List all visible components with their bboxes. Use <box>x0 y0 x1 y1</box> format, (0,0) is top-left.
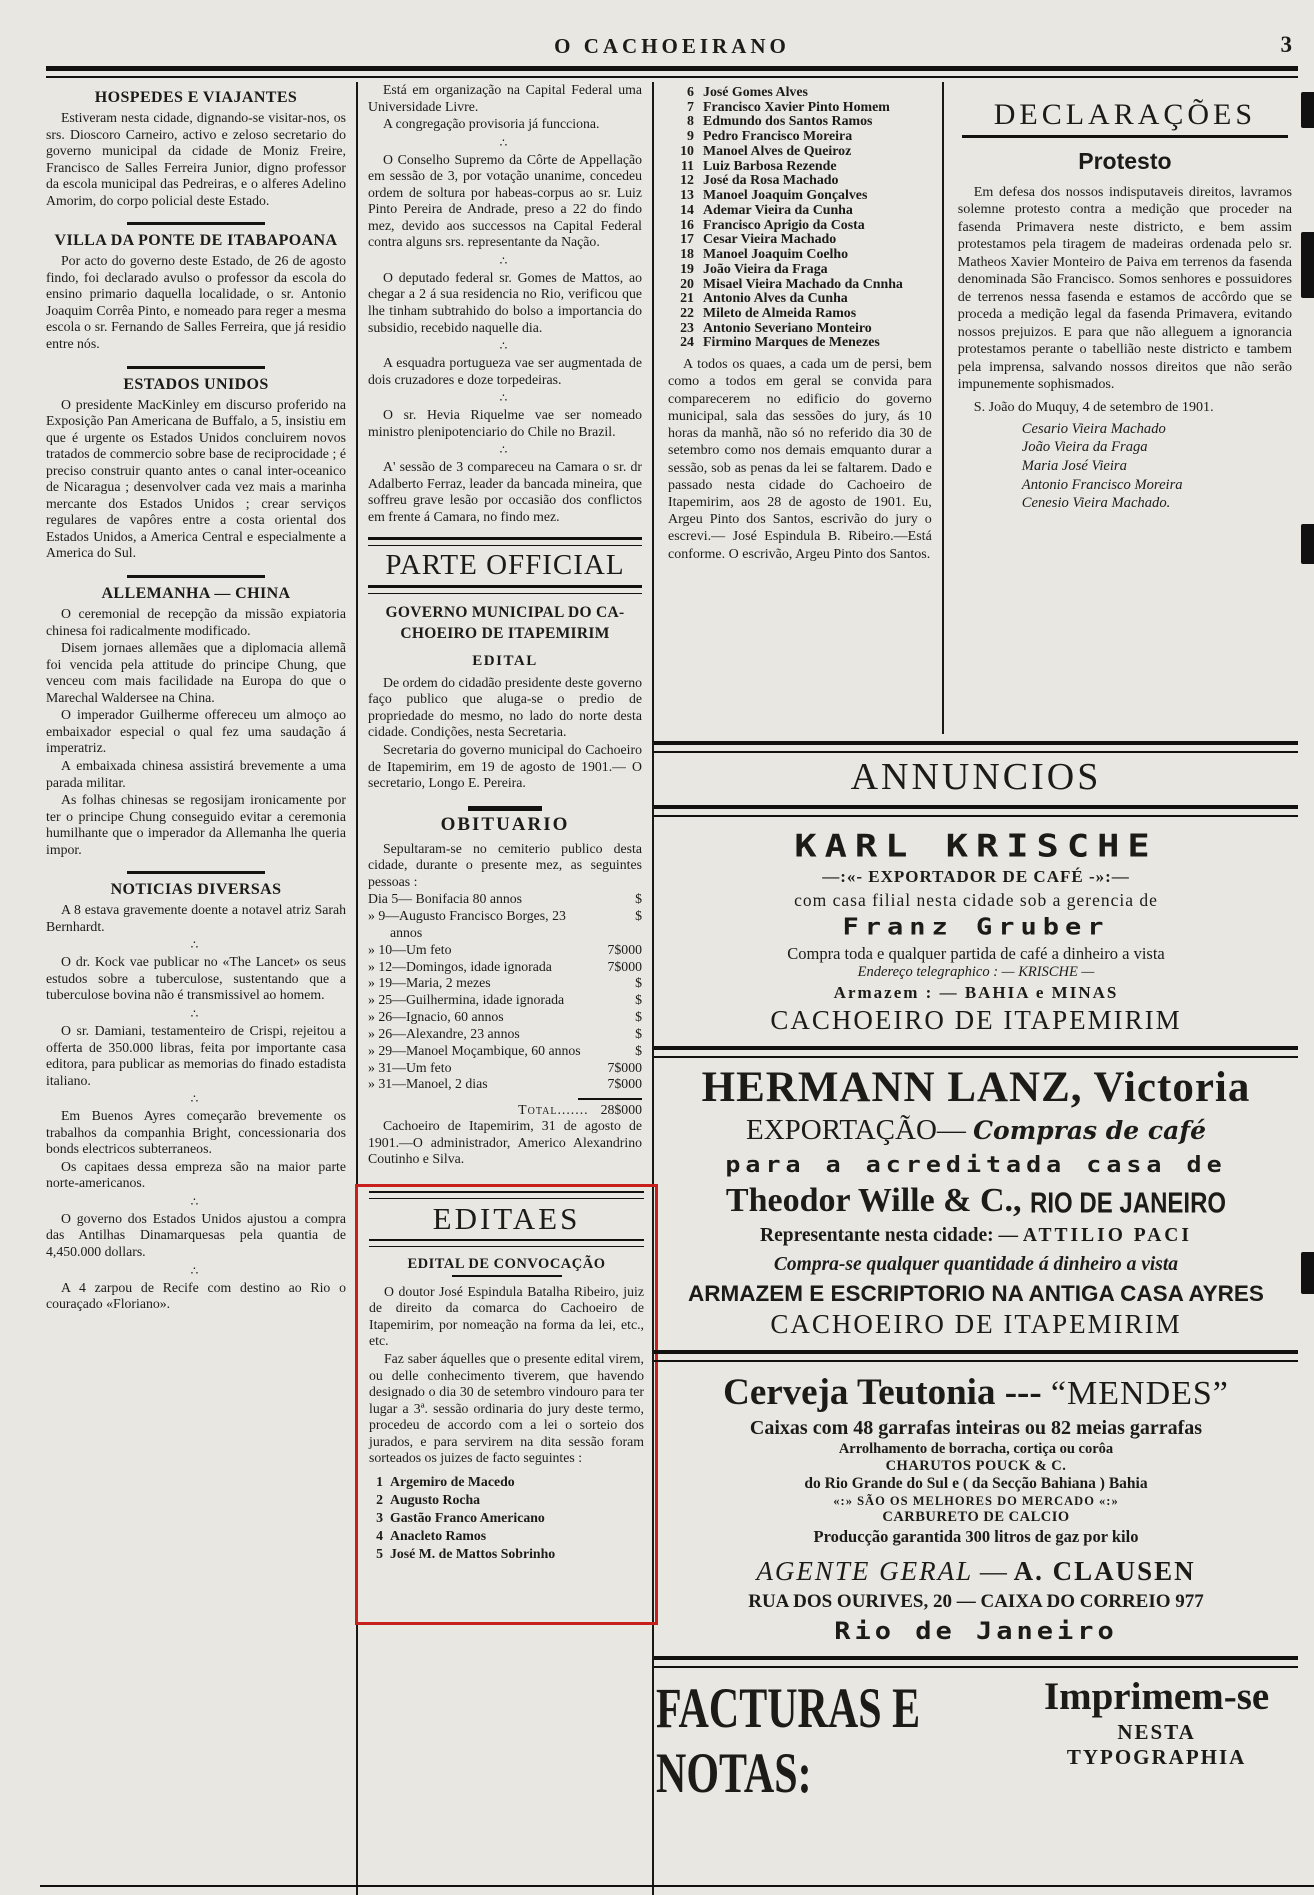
obituary-fee: 7$000 <box>607 1076 642 1092</box>
edital-body <box>368 675 642 792</box>
juror-name: Francisco Aprigio da Costa <box>703 217 865 233</box>
section-allemanha-china <box>46 585 346 858</box>
representative-name: ATTILIO PACI <box>1022 1224 1192 1246</box>
ad-line: do Rio Grande do Sul e ( da Secção Bahiana ) Bahia <box>804 1474 1148 1492</box>
section-title: VILLA DA PONTE DE ITABAPOANA <box>54 232 338 250</box>
juror-number: 12 <box>680 173 694 189</box>
edital-label: EDITAL <box>472 652 538 669</box>
heavy-bar <box>468 806 542 811</box>
juror-number: 3 <box>376 1509 383 1525</box>
ad-karl-krische <box>654 822 1298 1039</box>
juror-number: 20 <box>680 276 694 292</box>
obituary-fee: 7$000 <box>607 941 642 957</box>
heavy-rule <box>654 1656 1298 1668</box>
juror-row <box>668 278 932 293</box>
subtitle-rule <box>452 1275 562 1277</box>
juror-name: João Vieira da Fraga <box>703 261 828 277</box>
governo-municipal-heading: GOVERNO MUNICIPAL DO CA‐CHOEIRO DE ITAPEMIRIM <box>385 604 625 642</box>
jury-summons-text <box>668 356 932 563</box>
obituary-name: » 26—Ignacio, 60 annos <box>368 1009 504 1025</box>
typography-ad-row <box>654 1673 1298 1805</box>
section-title: ESTADOS UNIDOS <box>123 375 269 393</box>
right-area <box>654 82 1298 1895</box>
scan-artifact <box>1301 524 1314 564</box>
juror-number: 2 <box>376 1491 383 1507</box>
juror-row <box>369 1545 644 1563</box>
city-line: CACHOEIRO DE ITAPEMIRIM <box>770 1004 1182 1035</box>
paragraph: A embaixada chinesa assistirá brevemente a uma parada militar. <box>46 757 346 790</box>
warehouse-line: ARMAZEM E ESCRIPTORIO NA ANTIGA CASA AYRES <box>688 1280 1264 1306</box>
paragraph: O sr. Hevia Riquelme vae ser nomeado ministro plenipotenciario do Chile no Brazil. <box>368 407 642 439</box>
double-rule <box>369 1191 644 1199</box>
facturas-heading: FACTURAS E NOTAS: <box>656 1678 921 1805</box>
obituary-row <box>368 1043 642 1060</box>
juror-number: 4 <box>376 1527 383 1543</box>
juror-row <box>668 322 932 337</box>
dots-ornament: ∴ <box>499 339 511 354</box>
news-item <box>46 1196 346 1261</box>
obituary-row <box>368 992 642 1009</box>
section-parte-official <box>368 537 642 791</box>
obituario-closing: Cachoeiro de Itapemirim, 31 de agosto de 1901.—O administrador, Americo Alexandrino Coutinho e Silva. <box>368 1118 642 1167</box>
paragraph: A' sessão de 3 compareceu na Camara o sr. dr Adalberto Ferraz, leader da bancada mineira, que soffreu grave lesão por occasião dos conflictos em frente á Camara, no findo mez. <box>368 459 642 524</box>
imprimem-heading: Imprimem-se <box>1043 1674 1270 1718</box>
typographia-subheading: NESTA TYPOGRAPHIA <box>1066 1719 1247 1769</box>
ad-hermann-lanz <box>654 1063 1298 1343</box>
section-body <box>46 397 346 562</box>
heavy-rule <box>654 741 1298 753</box>
total-label: Total....... <box>518 1102 589 1118</box>
paragraph: A 8 estava gravemente doente a notavel atriz Sarah Bernhardt. <box>46 902 346 934</box>
juror-number: 16 <box>680 217 694 233</box>
parte-official-title: PARTE OFFICIAL <box>385 549 625 582</box>
juror-number: 6 <box>687 85 694 100</box>
buy-line: Compra-se qualquer quantidade á dinheiro a vista <box>773 1253 1179 1275</box>
manager-name: Franz Gruber <box>842 913 1110 941</box>
juror-name: Augusto Rocha <box>390 1491 481 1507</box>
advertiser-name <box>654 1371 1298 1414</box>
section-divider <box>127 222 265 225</box>
section-title: HOSPEDES E VIAJANTES <box>94 89 298 106</box>
juror-number: 1 <box>376 1473 383 1489</box>
telegraph-address: Endereço telegraphico : — KRISCHE — <box>857 963 1095 980</box>
paragraph: O Conselho Supremo da Côrte de Appellação em sessão de 3, por votação unanime, concedeu ordem de soltura por habeas-corpus ao sr. Luiz Pinto Pereira de Andrade, preso a 22 do findo mez, devido aos successos na Capital Federal contra alguns srs. representante da Nação. <box>368 151 642 250</box>
house-line <box>654 1182 1298 1220</box>
juror-number: 19 <box>680 261 694 277</box>
obituary-fee: $ <box>635 992 642 1008</box>
editaes-title: EDITAES <box>432 1200 581 1236</box>
representative-label: Representante nesta cidade: — <box>760 1224 1019 1246</box>
paragraph: Está em organização na Capital Federal uma Universidade Livre. <box>368 82 642 114</box>
obituary-fee: $ <box>635 908 642 924</box>
juror-row <box>668 204 932 219</box>
section-divider <box>127 871 265 874</box>
paragraph: A todos os quaes, a cada um de persi, bem como a todos em geral se convida para comparecerem no edificio do governo municipal, sala das sessões do jury, ás 10 horas da manhã, não só no referido dia 30 de setembro como nos demais emquanto durar a sessão, sob as penas da lei se faltarem. Dado e passado nesta cidade do Cachoeiro de Itapemirim, aos 28 de agosto de 1901. Eu, Argeu Pinto dos Santos, escrivão do jury o escrevi.— José Espindula B. Ribeiro.—Está conforme. O escrivão, Argeu Pinto dos Santos. <box>668 357 932 562</box>
section-obituario <box>368 806 642 1168</box>
section-estados-unidos <box>46 376 346 562</box>
juror-number: 24 <box>680 335 694 351</box>
obituary-name: » 26—Alexandre, 23 annos <box>368 1025 520 1041</box>
juror-row <box>668 160 932 175</box>
declaracoes-title: DECLARAÇÕES <box>993 98 1257 131</box>
juror-name: Manoel Joaquim Gonçalves <box>703 188 868 204</box>
obituary-name: » 31—Um feto <box>368 1059 452 1075</box>
obituario-title: OBITUARIO <box>440 813 570 835</box>
obituary-fee: $ <box>635 1042 642 1058</box>
obituary-name: » 29—Manoel Moçambique, 60 annos <box>368 1042 581 1058</box>
obituary-fee: $ <box>635 891 642 907</box>
signature: Antonio Francisco Moreira <box>1021 476 1183 493</box>
section-title: NOTICIAS DIVERSAS <box>110 881 282 899</box>
dots-ornament: ∴ <box>499 253 511 268</box>
news-item <box>46 1159 346 1192</box>
juror-row <box>369 1473 644 1491</box>
dots-ornament: ∴ <box>190 1092 202 1107</box>
juror-name: Argemiro de Macedo <box>390 1473 515 1489</box>
juror-number: 8 <box>687 114 694 130</box>
obituary-row <box>368 942 642 959</box>
juror-name: Antonio Alves da Cunha <box>703 291 848 307</box>
juror-name: José da Rosa Machado <box>703 173 839 189</box>
juror-row <box>668 336 932 351</box>
paragraph: Disem jornaes allemães que a diplomacia allemã foi vencida pela attitude do principe Chung, que venceu com mais facilidade na Europa do que o Marechal Waldersee na China. <box>46 640 346 705</box>
obituario-entries <box>368 891 642 1093</box>
heavy-rule <box>654 805 1298 817</box>
juror-row <box>668 219 932 234</box>
paragraph: Os capitaes dessa empreza são na maior parte norte-americanos. <box>46 1158 346 1191</box>
protesto-heading: Protesto <box>1078 148 1172 174</box>
heavy-rule <box>654 1046 1298 1058</box>
juror-number: 18 <box>680 247 694 263</box>
column-4-declaracoes <box>944 82 1298 734</box>
obituary-name: » 25—Guilhermina, idade ignorada <box>368 992 565 1008</box>
juror-name: José M. de Mattos Sobrinho <box>390 1545 556 1561</box>
ad-line: CARBURETO DE CALCIO <box>882 1508 1070 1525</box>
juror-row <box>668 130 932 145</box>
obituary-row <box>368 1026 642 1043</box>
paragraph: O deputado federal sr. Gomes de Mattos, ao chegar a 2 á sua residencia no Rio, verificou que lhe tinham subtrahido do bolso a importancia do subsidio, recebido naquelle dia. <box>368 269 642 335</box>
paragraph: O governo dos Estados Unidos ajustou a compra das Antilhas Dinamarquesas pela quantia de 4,450.000 dollars. <box>46 1210 346 1259</box>
news-item <box>46 902 346 935</box>
section-divider <box>127 366 265 369</box>
juror-row <box>369 1527 644 1545</box>
paragraph: Em Buenos Ayres começarão brevemente os trabalhos da companhia Bright, concessionaria dos bonds electricos subterraneos. <box>46 1108 346 1157</box>
news-item <box>368 255 642 336</box>
annuncios-title: ANNUNCIOS <box>850 756 1102 798</box>
column-2 <box>358 82 654 1895</box>
signature: Cenesio Vieira Machado. <box>1021 495 1171 512</box>
obituary-row <box>368 959 642 976</box>
news-item <box>368 340 642 388</box>
juror-number: 9 <box>687 129 694 145</box>
ad-line: com casa filial nesta cidade sob a gerencia de <box>794 889 1158 910</box>
juror-row <box>668 189 932 204</box>
obituario-intro: Sepultaram-se no cemiterio publico desta cidade, durante o presente mez, as seguintes pessoas : <box>368 840 642 889</box>
obituary-row <box>368 1009 642 1026</box>
double-rule <box>369 1239 644 1247</box>
obituary-row <box>368 975 642 992</box>
juror-number: 23 <box>680 320 694 336</box>
representative-line <box>654 1225 1298 1247</box>
obituary-fee: 7$000 <box>607 958 642 974</box>
section-title: ALLEMANHA — CHINA <box>101 585 291 603</box>
juror-number: 5 <box>376 1545 383 1561</box>
page-columns <box>46 82 1298 1895</box>
protesto-signatures <box>1022 420 1292 513</box>
juror-name: Ademar Vieira da Cunha <box>703 202 853 218</box>
agent-line <box>654 1556 1298 1587</box>
juror-row <box>668 86 932 101</box>
juror-name: Misael Vieira Machado da Cnnha <box>703 276 903 292</box>
ad-line: para a acreditada casa de <box>725 1151 1227 1177</box>
signature: João Vieira da Fraga <box>1021 439 1148 456</box>
juror-name: Cesar Vieira Machado <box>703 232 837 248</box>
city-line: CACHOEIRO DE ITAPEMIRIM <box>770 1308 1182 1339</box>
street-address: RUA DOS OURIVES, 20 — CAIXA DO CORREIO 977 <box>748 1590 1204 1612</box>
agent-label: AGENTE GERAL <box>756 1555 974 1586</box>
obituary-name: » 31—Manoel, 2 dias <box>368 1076 488 1092</box>
jurors-1-5 <box>369 1473 644 1563</box>
paragraph: O dr. Kock vae publicar no «The Lancet» os seus estudos sobre a tuberculose, sustentando que a tuberculose bovina não é transmissivel ao homem. <box>46 954 346 1003</box>
dots-ornament: ∴ <box>190 1263 202 1278</box>
news-item <box>46 1008 346 1089</box>
juror-name: Manoel Alves de Queiroz <box>703 143 852 159</box>
ad-line: CHARUTOS POUCK & C. <box>885 1457 1067 1474</box>
house-name: Theodor Wille & C., <box>725 1181 1022 1219</box>
paragraph: O presidente MacKinley em discurso proferido na Exposição Pan Americana de Buffalo, a 5, insistiu em que é urgente os Estados Unidos concluirem novos tratados de commercio sobre base de reciprocidade ; é preciso construir quanto antes o canal inter-oceanico de Nicaragua ; desenvolver cada vez mais a marinha mercante dos Estados Unidos ; crear serviços regulares de vapôres entre a costa oriental dos Estados Unidos, a America Central e especialmente a America do Sul. <box>46 396 346 561</box>
advertiser-name: HERMANN LANZ, Victoria <box>701 1063 1251 1111</box>
paragraph: O sr. Damiani, testamenteiro de Crispi, rejeitou a offerta de 350.000 libras, feita por importante casa editora, para publicar as memorias do finado estadista italiano. <box>46 1022 346 1088</box>
section-hospedes <box>46 89 346 209</box>
dots-ornament: ∴ <box>190 938 202 953</box>
section-body <box>46 253 346 352</box>
juror-name: Luiz Barbosa Rezende <box>703 158 837 174</box>
section-body <box>46 110 346 209</box>
obituary-name: Dia 5— Bonifacia 80 annos <box>368 891 523 907</box>
juror-row <box>668 174 932 189</box>
paragraph: A congregação provisoria já funcciona. <box>383 116 600 132</box>
dots-ornament: ∴ <box>190 1006 202 1021</box>
obituary-row <box>368 891 642 908</box>
column-3-jury <box>654 82 944 734</box>
page-number: 3 <box>1280 32 1292 57</box>
warehouse-line: Armazem : — BAHIA e MINAS <box>833 982 1119 1002</box>
heavy-rule <box>654 1350 1298 1362</box>
newspaper-title: O CACHOEIRANO <box>554 34 790 58</box>
double-rule <box>368 537 642 546</box>
protesto-body: Em defesa dos nossos indisputaveis direitos, lavramos solemne protesto contra a medição que proceder na fasenda Primavera neste districto, e bem assim protestamos pela tiragem de madeiras ordenada pelo sr. Matheos Xavier Monteiro de Paiva em terrenos da fasenda denominada São Francisco. Somos senhores e possuidores de terrenos nessa fasenda e estamos de accôrdo que se proceda a medição legal da fasenda Primavera, evitando nossos prejuizos. E para que não alleguem a ignorancia protestamos perante o tabellião neste districto e tambem pela imprensa, salvando nossos direitos que não serão impunemente sophismados. <box>957 184 1292 393</box>
ad-line: Producção garantida 300 litros de gaz por kilo <box>813 1526 1139 1546</box>
dots-ornament: ∴ <box>190 1194 202 1209</box>
section-body <box>46 902 346 1312</box>
juror-number: 17 <box>680 232 694 248</box>
juror-number: 22 <box>680 306 694 322</box>
product-name: Cerveja Teutonia --- <box>723 1371 1042 1413</box>
news-item <box>46 1093 346 1158</box>
double-rule <box>368 585 642 594</box>
editaes-body <box>369 1284 644 1467</box>
paragraph: De ordem do cidadão presidente deste governo faço publico que aluga-se o predio de propriedade do mesmo, no lado do norte desta cidade. Condições, nesta Secretaria. <box>368 674 642 740</box>
news-item <box>368 444 642 525</box>
paragraph: Estiveram nesta cidade, dignando-se visitar-nos, os srs. Dioscoro Carneiro, activo e zeloso secretario do governo municipal da cidade de Moniz Freire, Francisco de Salles Ferreira Junior, digno professor da escola municipal das Pedreiras, e o alferes Adelino Amorim, do corpo policial deste Estado. <box>46 110 346 208</box>
telegraph-news <box>368 82 642 525</box>
juror-number: 14 <box>680 202 694 218</box>
ad-line: Caixas com 48 garrafas inteiras ou 82 meias garrafas <box>749 1416 1203 1439</box>
paragraph: Por acto do governo deste Estado, de 26 de agosto findo, foi declarado avulso o professor da escola do ensino primario daquella localidade, o sr. Antonio Joaquim Corrêa Pinto, e nomeado para reger a mesma escola o sr. Fernando de Salles Ferreira, que já residio entre nós. <box>46 253 346 352</box>
paragraph: O ceremonial de recepção da missão expiatoria chinesa foi radicalmente modificado. <box>46 606 346 638</box>
juror-row <box>668 263 932 278</box>
dots-ornament: ∴ <box>499 135 511 150</box>
juror-name: Mileto de Almeida Ramos <box>703 306 857 322</box>
news-item <box>368 392 642 440</box>
juror-name: Edmundo dos Santos Ramos <box>703 114 873 130</box>
signature: Maria José Vieira <box>1021 457 1127 474</box>
obituary-fee: $ <box>635 1009 642 1025</box>
city-line: Rio de Janeiro <box>834 1617 1118 1646</box>
section-body <box>46 606 346 858</box>
paragraph: As folhas chinesas se regosijam ironicamente por ter o principe Chung conseguido evitar a ceremonia humilhante que o imperador da Allemanha lhe queria impor. <box>46 792 346 857</box>
juror-number: 11 <box>680 158 694 174</box>
section-villa <box>46 232 346 352</box>
scan-artifact <box>1301 1252 1314 1294</box>
protesto-dateline: S. João do Muquy, 4 de setembro de 1901. <box>973 398 1214 415</box>
juror-number: 21 <box>680 291 694 307</box>
juror-name: Antonio Severiano Monteiro <box>703 320 872 336</box>
juror-row <box>369 1509 644 1527</box>
juror-row <box>668 115 932 130</box>
juror-name: Gastão Franco Americano <box>390 1509 545 1525</box>
juror-row <box>668 307 932 322</box>
juror-name: José Gomes Alves <box>703 85 808 100</box>
dots-ornament: ∴ <box>499 443 511 458</box>
juror-name: Francisco Xavier Pinto Homem <box>703 99 890 115</box>
juror-name: Anacleto Ramos <box>390 1527 487 1543</box>
agent-dash: — <box>979 1555 1007 1586</box>
house-city: RIO DE JANEIRO <box>1030 1186 1227 1220</box>
news-item <box>46 939 346 1004</box>
signature: Cesario Vieira Machado <box>1021 420 1166 437</box>
section-divider <box>127 575 265 578</box>
column-1 <box>46 82 358 1895</box>
total-rule <box>578 1098 642 1100</box>
paragraph: A esquadra portugueza vae ser augmentada de dois cruzadores e doze torpedeiras. <box>368 355 642 387</box>
news-item <box>368 82 642 115</box>
agent-name: A. CLAUSEN <box>1013 1555 1196 1586</box>
export-line <box>654 1114 1298 1147</box>
ad-line: «:» SÃO OS MELHORES DO MERCADO «:» <box>833 1493 1119 1508</box>
scan-artifact <box>1301 92 1314 128</box>
top-right-columns <box>654 82 1298 734</box>
paragraph: O imperador Guilherme offereceu um almoço ao embaixador especial o qual fez uma saudação á imperatriz. <box>46 707 346 756</box>
section-noticias-diversas <box>46 881 346 1312</box>
total-value: 28$000 <box>600 1102 642 1118</box>
ad-line: Arrolhamento de borracha, cortiça ou corôa <box>838 1440 1114 1457</box>
ad-cerveja-teutonia <box>654 1367 1298 1649</box>
red-annotation-box <box>355 1184 658 1626</box>
juror-number: 10 <box>680 143 694 159</box>
obituary-name: » 12—Domingos, idade ignorada <box>368 958 552 974</box>
obituary-fee: $ <box>635 1025 642 1041</box>
juror-name: Firmino Marques de Menezes <box>703 335 880 351</box>
obituary-row <box>368 1076 642 1093</box>
obituary-row <box>368 1060 642 1077</box>
obituario-total-row <box>368 1102 642 1118</box>
title-rule <box>962 135 1288 138</box>
paragraph: A 4 zarpou de Recife com destino ao Rio o couraçado «Floriano». <box>46 1279 346 1312</box>
obituary-fee: 7$000 <box>607 1059 642 1075</box>
juror-row <box>369 1491 644 1509</box>
ad-line: Compra toda e qualquer partida de café a dinheiro a vista <box>787 943 1165 963</box>
juror-row <box>668 233 932 248</box>
brand-name: “MENDES” <box>1050 1374 1229 1412</box>
news-item <box>368 116 642 133</box>
ad-tagline: —:«- EXPORTADOR DE CAFÉ -»:— <box>822 866 1130 886</box>
paragraph: Secretaria do governo municipal do Cachoeiro de Itapemirim, em 19 de agosto de 1901.— O secretario, Longo E. Pereira. <box>368 741 642 791</box>
juror-name: Manoel Joaquim Coelho <box>703 247 849 263</box>
scan-artifact <box>1301 232 1314 298</box>
juror-row <box>668 248 932 263</box>
obituary-row <box>368 908 642 942</box>
edital-convocacao-heading: EDITAL DE CONVOCAÇÃO <box>407 1255 606 1272</box>
news-item <box>368 137 642 251</box>
imprimem-block <box>1039 1674 1284 1770</box>
advertiser-name: KARL KRISCHE <box>794 827 1158 864</box>
obituary-fee: $ <box>635 975 642 991</box>
obituary-name: » 19—Maria, 2 mezes <box>368 975 491 991</box>
obituary-name: » 9—Augusto Francisco Borges, 23 annos <box>368 908 566 940</box>
paragraph: O doutor José Espindula Batalha Ribeiro, juiz de direito da comarca do Cachoeiro de Itapemirim, por nomeação na forma da lei, etc., etc. <box>369 1283 644 1349</box>
juror-row <box>668 145 932 160</box>
juror-number: 13 <box>680 188 694 204</box>
masthead <box>46 8 1298 66</box>
masthead-rule <box>46 66 1298 78</box>
dots-ornament: ∴ <box>499 391 511 406</box>
export-label: EXPORTAÇÃO— <box>746 1113 966 1146</box>
juror-row <box>668 101 932 116</box>
juror-name: Pedro Francisco Moreira <box>703 129 853 145</box>
export-rest: Compras de café <box>973 1115 1206 1145</box>
juror-number: 7 <box>687 99 694 115</box>
obituary-name: » 10—Um feto <box>368 941 452 957</box>
juror-row <box>668 292 932 307</box>
jurors-6-24 <box>668 86 932 351</box>
page-bottom-rule <box>40 1885 1314 1887</box>
paragraph: Faz saber áquelles que o presente edital virem, ou delle conhecimento tiverem, que havendo designado o dia 30 de setembro vindouro para ter lugar a 3ª. sessão ordinaria do jury deste termo, procedeu de accordo com a lei o sorteio dos jurados, e para servirem na dita sessão foram sorteados os juizes de facto seguintes : <box>369 1351 644 1466</box>
news-item <box>46 1265 346 1313</box>
